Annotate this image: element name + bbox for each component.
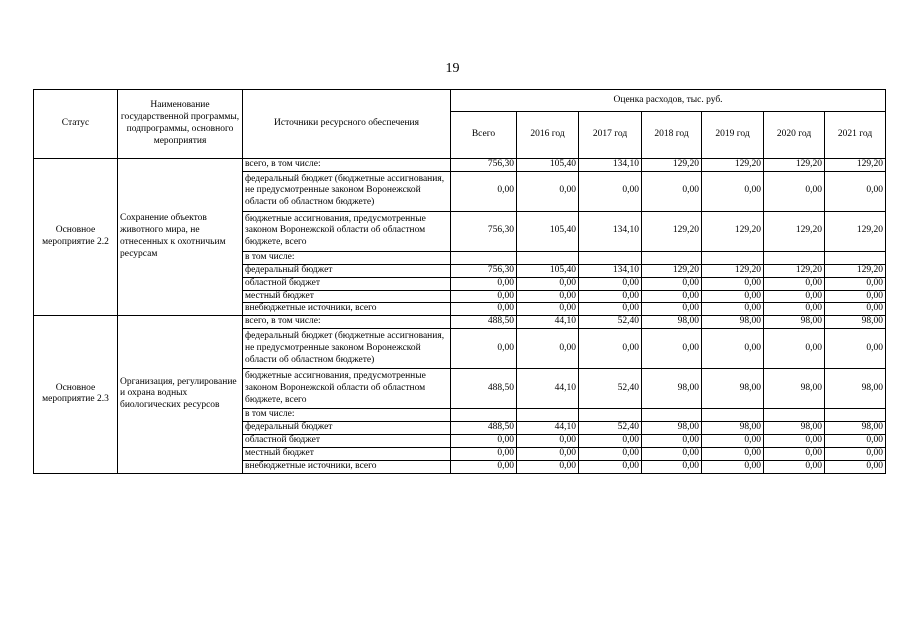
- value-cell: [825, 409, 886, 422]
- value-cell: 0,00: [825, 434, 886, 447]
- value-cell: 52,40: [579, 422, 642, 435]
- value-cell: [517, 409, 579, 422]
- value-cell: 98,00: [702, 369, 764, 409]
- source-cell: местный бюджет: [243, 290, 451, 303]
- table-row: [34, 316, 886, 329]
- value-cell: 98,00: [702, 422, 764, 435]
- value-cell: 756,30: [451, 159, 517, 172]
- source-cell: областной бюджет: [243, 277, 451, 290]
- value-cell: 52,40: [579, 316, 642, 329]
- value-cell: 0,00: [764, 277, 825, 290]
- value-cell: 0,00: [764, 171, 825, 211]
- value-cell: 0,00: [451, 303, 517, 316]
- value-cell: 44,10: [517, 422, 579, 435]
- value-cell: 0,00: [702, 171, 764, 211]
- value-cell: 756,30: [451, 211, 517, 251]
- source-cell: в том числе:: [243, 251, 451, 264]
- event-name-cell: Сохранение объектов животного мира, не отнесенных к охотничьим ресурсам: [118, 159, 243, 316]
- value-cell: 98,00: [642, 369, 702, 409]
- value-cell: 0,00: [702, 447, 764, 460]
- value-cell: 0,00: [642, 329, 702, 369]
- value-cell: [579, 251, 642, 264]
- value-cell: 0,00: [517, 277, 579, 290]
- header-year-2018: 2018 год: [642, 112, 702, 159]
- value-cell: 0,00: [642, 447, 702, 460]
- event-name-cell: Организация, регулирование и охрана водных биологических ресурсов: [118, 316, 243, 473]
- value-cell: 0,00: [825, 290, 886, 303]
- value-cell: 0,00: [451, 434, 517, 447]
- value-cell: [451, 409, 517, 422]
- value-cell: 98,00: [642, 316, 702, 329]
- value-cell: 0,00: [451, 277, 517, 290]
- value-cell: 129,20: [764, 211, 825, 251]
- value-cell: 0,00: [825, 460, 886, 473]
- value-cell: 0,00: [764, 329, 825, 369]
- source-cell: всего, в том числе:: [243, 316, 451, 329]
- value-cell: 0,00: [642, 171, 702, 211]
- value-cell: [702, 409, 764, 422]
- value-cell: 98,00: [702, 316, 764, 329]
- value-cell: 0,00: [517, 171, 579, 211]
- value-cell: [764, 409, 825, 422]
- value-cell: 0,00: [579, 277, 642, 290]
- value-cell: 0,00: [579, 290, 642, 303]
- value-cell: 0,00: [825, 447, 886, 460]
- value-cell: 0,00: [517, 303, 579, 316]
- value-cell: 0,00: [702, 277, 764, 290]
- value-cell: 0,00: [642, 303, 702, 316]
- header-sources: Источники ресурсного обеспечения: [243, 90, 451, 159]
- table-header: [34, 90, 886, 159]
- value-cell: 0,00: [642, 434, 702, 447]
- value-cell: 52,40: [579, 369, 642, 409]
- header-year-2021: 2021 год: [825, 112, 886, 159]
- header-expenses: Оценка расходов, тыс. руб.: [451, 90, 886, 112]
- source-cell: федеральный бюджет (бюджетные ассигнования, не предусмотренные законом Воронежской области об областном бюджете): [243, 329, 451, 369]
- value-cell: 0,00: [579, 447, 642, 460]
- value-cell: 0,00: [702, 460, 764, 473]
- table-row: [34, 159, 886, 172]
- value-cell: 0,00: [579, 434, 642, 447]
- value-cell: 0,00: [764, 303, 825, 316]
- value-cell: 0,00: [764, 460, 825, 473]
- value-cell: 0,00: [825, 329, 886, 369]
- value-cell: 0,00: [764, 290, 825, 303]
- value-cell: 105,40: [517, 211, 579, 251]
- value-cell: [764, 251, 825, 264]
- value-cell: [517, 251, 579, 264]
- value-cell: 98,00: [825, 369, 886, 409]
- value-cell: 129,20: [642, 159, 702, 172]
- header-year-2019: 2019 год: [702, 112, 764, 159]
- value-cell: 0,00: [764, 447, 825, 460]
- value-cell: 0,00: [702, 290, 764, 303]
- value-cell: 488,50: [451, 422, 517, 435]
- value-cell: [579, 409, 642, 422]
- source-cell: внебюджетные источники, всего: [243, 460, 451, 473]
- value-cell: 129,20: [702, 159, 764, 172]
- value-cell: 0,00: [451, 460, 517, 473]
- status-cell: Основное мероприятие 2.3: [34, 316, 118, 473]
- value-cell: 98,00: [764, 422, 825, 435]
- status-cell: Основное мероприятие 2.2: [34, 159, 118, 316]
- value-cell: 129,20: [702, 264, 764, 277]
- value-cell: 0,00: [825, 171, 886, 211]
- value-cell: 0,00: [451, 290, 517, 303]
- value-cell: 134,10: [579, 159, 642, 172]
- value-cell: 0,00: [517, 434, 579, 447]
- source-cell: местный бюджет: [243, 447, 451, 460]
- value-cell: 0,00: [825, 303, 886, 316]
- value-cell: 98,00: [764, 316, 825, 329]
- value-cell: 0,00: [579, 171, 642, 211]
- value-cell: 0,00: [642, 460, 702, 473]
- budget-table: [33, 89, 886, 474]
- value-cell: 0,00: [451, 329, 517, 369]
- table-body: [34, 159, 886, 474]
- header-status: Статус: [34, 90, 118, 159]
- value-cell: 0,00: [579, 303, 642, 316]
- value-cell: 0,00: [642, 290, 702, 303]
- source-cell: областной бюджет: [243, 434, 451, 447]
- value-cell: 129,20: [825, 211, 886, 251]
- value-cell: [642, 251, 702, 264]
- header-year-2016: 2016 год: [517, 112, 579, 159]
- source-cell: бюджетные ассигнования, предусмотренные законом Воронежской области об областном бюджете, всего: [243, 211, 451, 251]
- value-cell: 98,00: [764, 369, 825, 409]
- header-year-total: Всего: [451, 112, 517, 159]
- value-cell: 0,00: [764, 434, 825, 447]
- value-cell: 0,00: [517, 329, 579, 369]
- value-cell: 488,50: [451, 316, 517, 329]
- value-cell: 105,40: [517, 264, 579, 277]
- source-cell: федеральный бюджет (бюджетные ассигнования, не предусмотренные законом Воронежской области об областном бюджете): [243, 171, 451, 211]
- value-cell: 44,10: [517, 369, 579, 409]
- value-cell: 129,20: [764, 159, 825, 172]
- value-cell: 0,00: [702, 329, 764, 369]
- value-cell: 0,00: [517, 460, 579, 473]
- source-cell: в том числе:: [243, 409, 451, 422]
- value-cell: [702, 251, 764, 264]
- page-number: 19: [445, 61, 460, 76]
- value-cell: [451, 251, 517, 264]
- value-cell: 0,00: [825, 277, 886, 290]
- value-cell: 134,10: [579, 264, 642, 277]
- header-year-2017: 2017 год: [579, 112, 642, 159]
- value-cell: 129,20: [764, 264, 825, 277]
- value-cell: 756,30: [451, 264, 517, 277]
- value-cell: 105,40: [517, 159, 579, 172]
- value-cell: 0,00: [702, 303, 764, 316]
- source-cell: федеральный бюджет: [243, 422, 451, 435]
- source-cell: всего, в том числе:: [243, 159, 451, 172]
- value-cell: 129,20: [642, 211, 702, 251]
- value-cell: 129,20: [702, 211, 764, 251]
- value-cell: [825, 251, 886, 264]
- value-cell: 488,50: [451, 369, 517, 409]
- value-cell: 0,00: [451, 447, 517, 460]
- value-cell: 129,20: [642, 264, 702, 277]
- source-cell: внебюджетные источники, всего: [243, 303, 451, 316]
- value-cell: 0,00: [702, 434, 764, 447]
- value-cell: 0,00: [517, 447, 579, 460]
- value-cell: 98,00: [825, 316, 886, 329]
- value-cell: 44,10: [517, 316, 579, 329]
- value-cell: 98,00: [825, 422, 886, 435]
- source-cell: федеральный бюджет: [243, 264, 451, 277]
- value-cell: 0,00: [517, 290, 579, 303]
- source-cell: бюджетные ассигнования, предусмотренные законом Воронежской области об областном бюджете, всего: [243, 369, 451, 409]
- header-name: Наименование государственной программы, подпрограммы, основного мероприятия: [118, 90, 243, 159]
- header-year-2020: 2020 год: [764, 112, 825, 159]
- value-cell: 134,10: [579, 211, 642, 251]
- value-cell: 0,00: [579, 460, 642, 473]
- value-cell: [642, 409, 702, 422]
- value-cell: 98,00: [642, 422, 702, 435]
- value-cell: 129,20: [825, 159, 886, 172]
- value-cell: 0,00: [579, 329, 642, 369]
- value-cell: 0,00: [451, 171, 517, 211]
- value-cell: 0,00: [642, 277, 702, 290]
- value-cell: 129,20: [825, 264, 886, 277]
